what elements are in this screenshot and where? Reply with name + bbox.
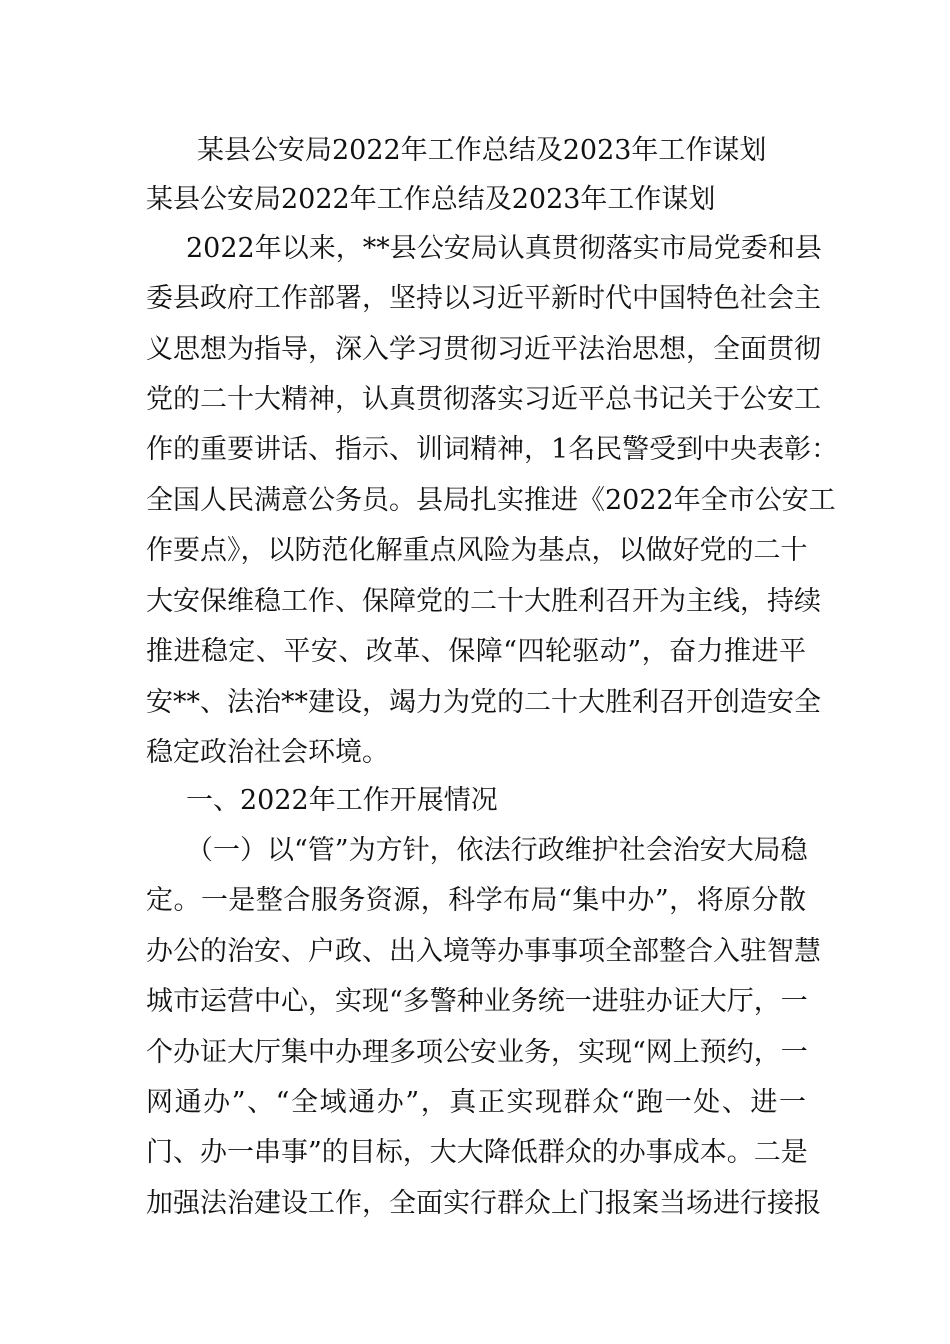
paragraph-line: 2022年以来，**县公安局认真贯彻落实市局党委和县 bbox=[186, 233, 822, 264]
paragraph-line: 全国人民满意公务员。县局扎实推进《2022年全市公安工 bbox=[146, 485, 836, 516]
paragraph-line: 网通办”、“全域通办”，真正实现群众“跑一处、进一 bbox=[146, 1087, 806, 1118]
paragraph-line: 义思想为指导，深入学习贯彻习近平法治思想，全面贯彻 bbox=[146, 334, 821, 365]
document-subtitle: 某县公安局2022年工作总结及2023年工作谋划 bbox=[146, 184, 716, 215]
section-heading: 一、2022年工作开展情况 bbox=[186, 785, 498, 816]
paragraph-line: 办公的治安、户政、出入境等办事事项全部整合入驻智慧 bbox=[146, 936, 821, 967]
paragraph-line: 门、办一串事”的目标，大大降低群众的办事成本。二是 bbox=[146, 1137, 808, 1168]
paragraph-line: 加强法治建设工作，全面实行群众上门报案当场进行接报 bbox=[146, 1188, 821, 1219]
paragraph-line: 大安保维稳工作、保障党的二十大胜利召开为主线，持续 bbox=[146, 586, 821, 617]
paragraph-line: 城市运营中心，实现“多警种业务统一进驻办证大厅，一 bbox=[146, 986, 808, 1017]
document-title: 某县公安局2022年工作总结及2023年工作谋划 bbox=[197, 135, 767, 166]
paragraph-line: 推进稳定、平安、改革、保障“四轮驱动”，奋力推进平 bbox=[146, 636, 806, 667]
paragraph-line: 作的重要讲话、指示、训词精神，1名民警受到中央表彰： bbox=[146, 434, 839, 465]
paragraph-line: 党的二十大精神，认真贯彻落实习近平总书记关于公安工 bbox=[146, 384, 821, 415]
paragraph-line: 定。一是整合服务资源，科学布局“集中办”，将原分散 bbox=[146, 885, 806, 916]
paragraph-line: 个办证大厅集中办理多项公安业务，实现“网上预约，一 bbox=[146, 1037, 808, 1068]
paragraph-line: 委县政府工作部署，坚持以习近平新时代中国特色社会主 bbox=[146, 283, 821, 314]
paragraph-line: 安**、法治**建设，竭力为党的二十大胜利召开创造安全 bbox=[146, 687, 821, 718]
paragraph-line: 稳定政治社会环境。 bbox=[146, 737, 389, 768]
paragraph-line: （一）以“管”为方针，依法行政维护社会治安大局稳 bbox=[186, 835, 808, 866]
paragraph-line: 作要点》，以防范化解重点风险为基点，以做好党的二十 bbox=[146, 535, 808, 566]
